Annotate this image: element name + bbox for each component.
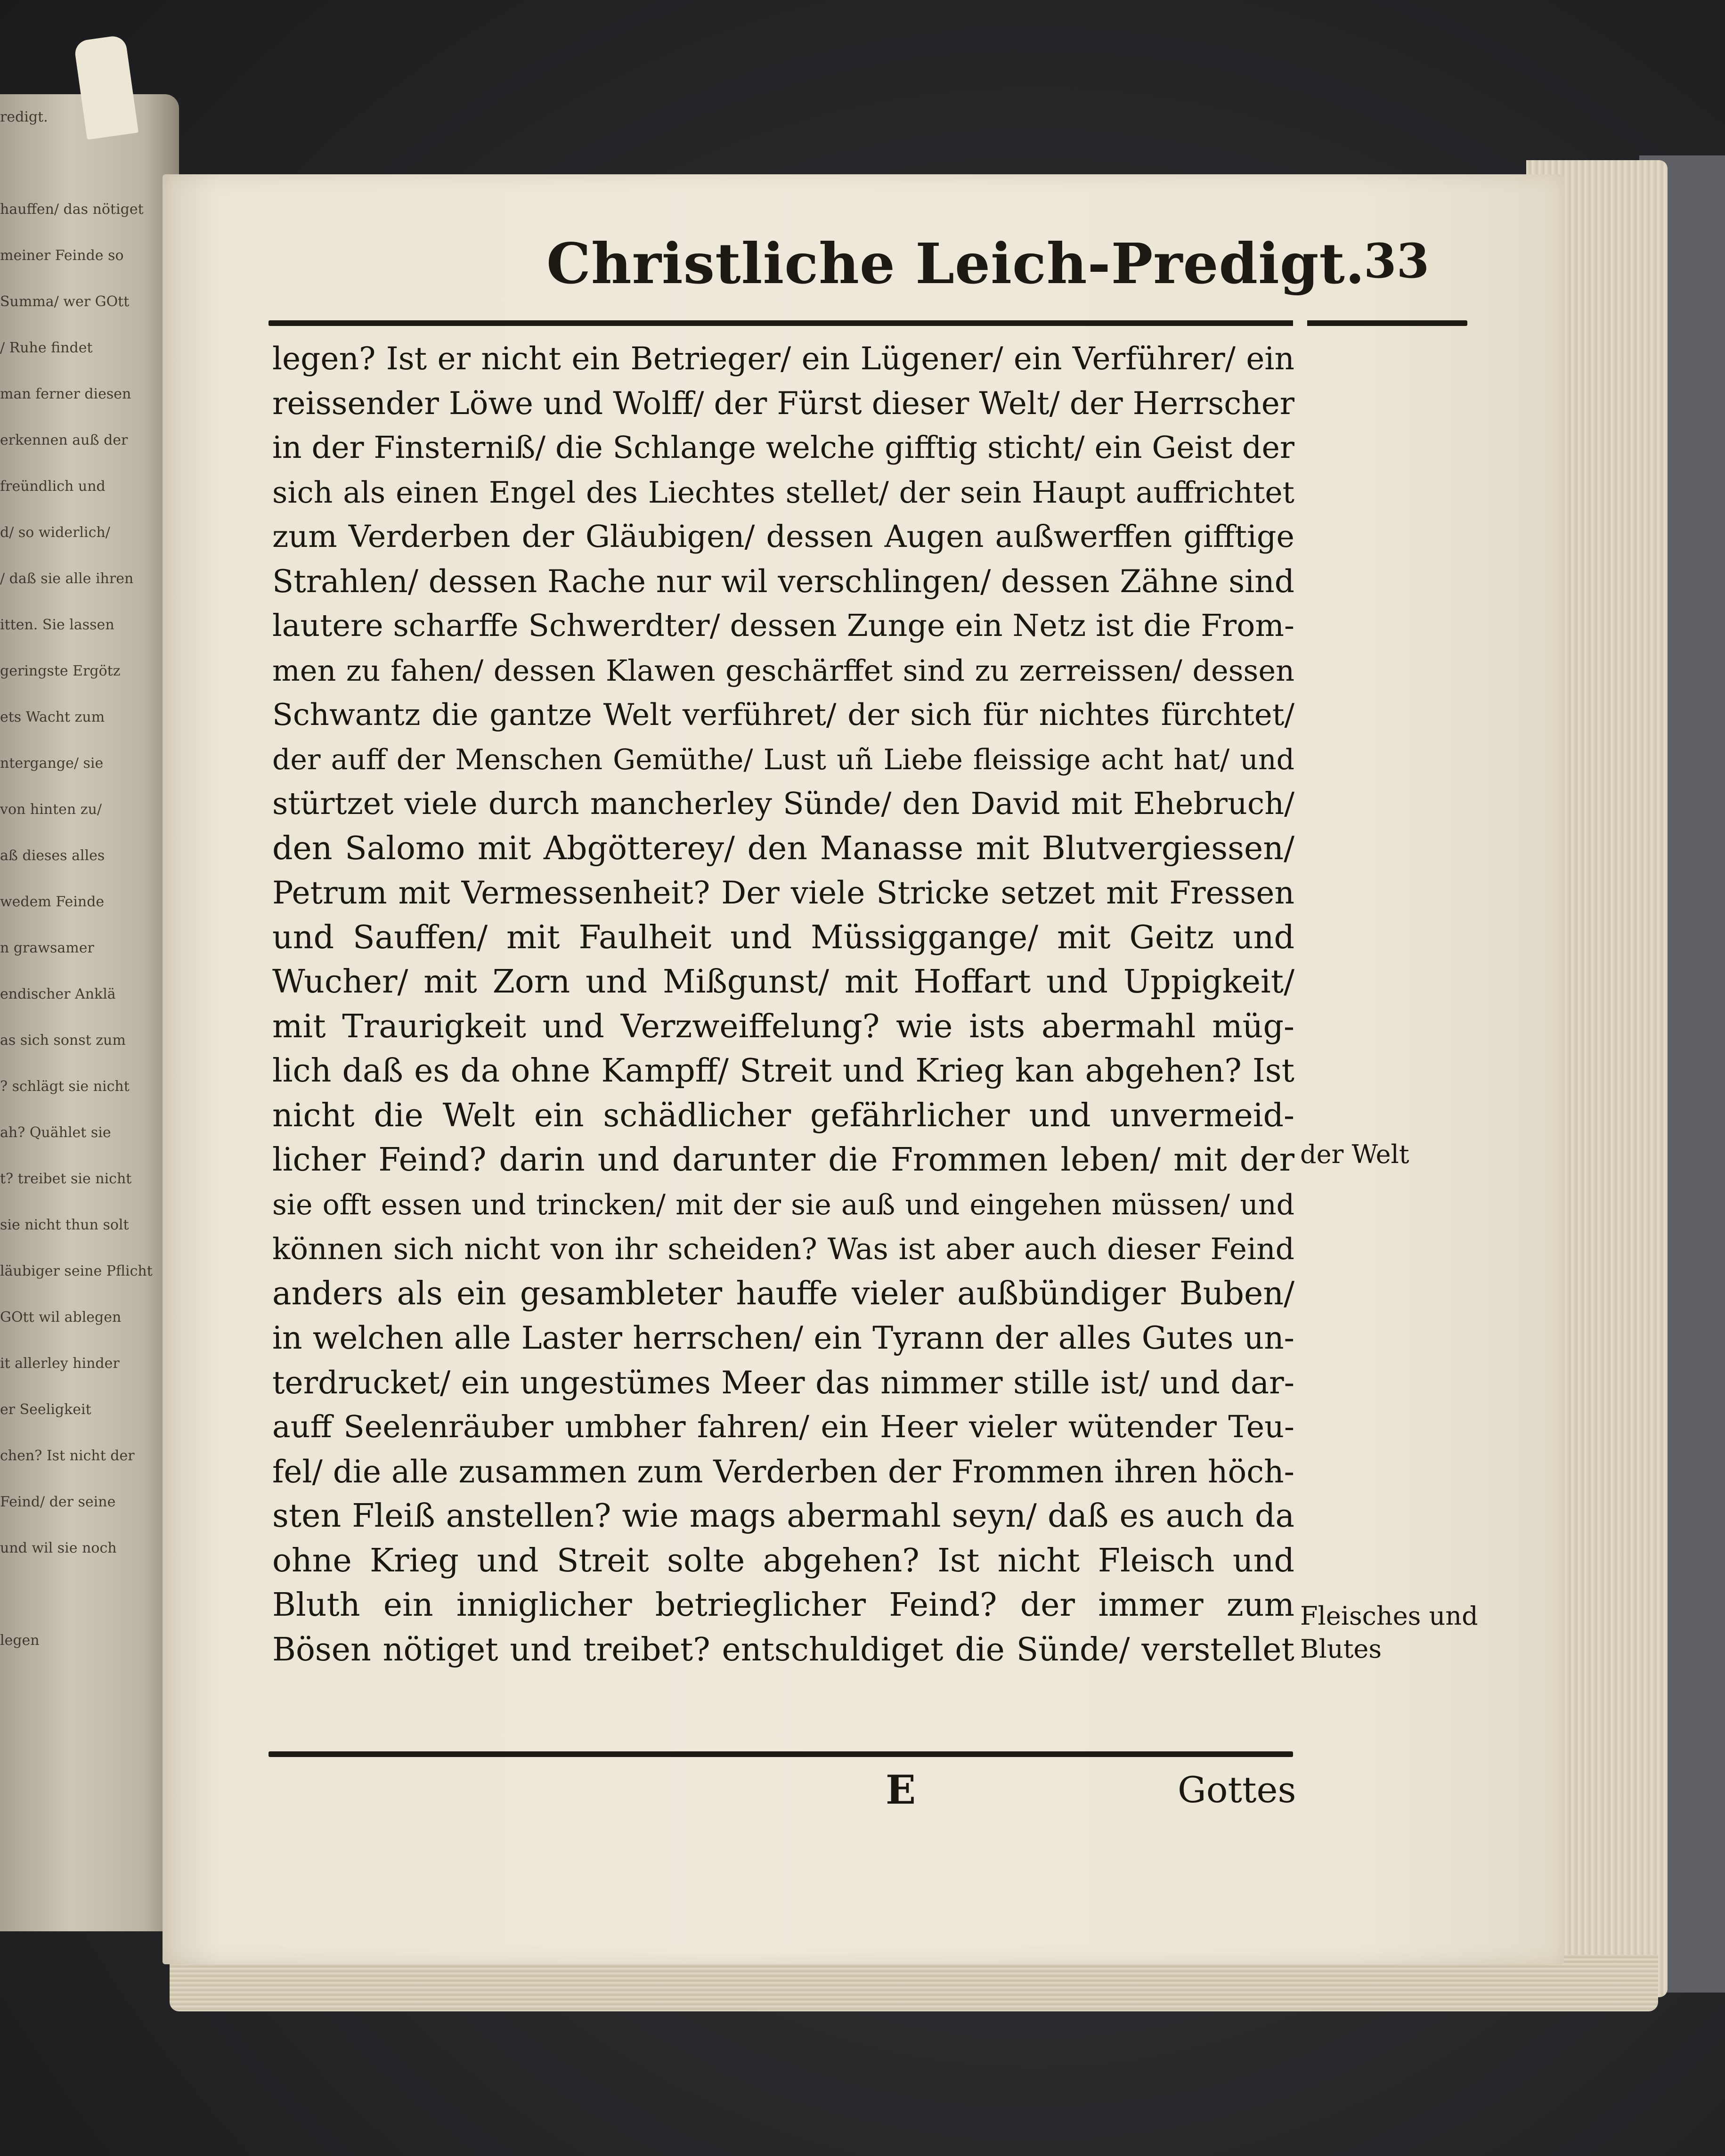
left-page-line: ? schlägt sie nicht [0, 1078, 130, 1095]
text-line: ohne Krieg und Streit solte abgehen? Ist nicht Fleisch und [272, 1542, 1294, 1579]
margin-note-blutes: Blutes [1300, 1634, 1382, 1664]
text-line: den Salomo mit Abgötterey/ den Manasse mit Blutvergiessen/ [272, 830, 1294, 867]
header-rule-gap [1293, 318, 1307, 329]
left-page-line: / Ruhe findet [0, 340, 93, 356]
text-line: zum Verderben der Gläubigen/ dessen Augen außwerffen gifftige [272, 519, 1294, 554]
body-text [272, 337, 1294, 1672]
left-page-line: Feind/ der seine [0, 1494, 116, 1510]
left-page-line: erkennen auß der [0, 432, 128, 448]
left-page-line: man ferner diesen [0, 386, 131, 402]
left-page-text [0, 94, 179, 1664]
text-line: sich als einen Engel des Liechtes stellet/ der sein Haupt auffrichtet [272, 475, 1294, 510]
left-page-line: as sich sonst zum [0, 1032, 126, 1049]
text-line: Bösen nötiget und treibet? entschuldiget die Sünde/ verstellet [272, 1631, 1294, 1668]
left-page-line: er Seeligkeit [0, 1401, 91, 1418]
left-page-line [0, 1571, 179, 1618]
text-line: fel/ die alle zusammen zum Verderben der Frommen ihren höch- [272, 1453, 1294, 1490]
text-line: der auff der Menschen Gemüthe/ Lust uñ Liebe fleissige acht hat/ und [272, 743, 1294, 776]
signature-mark: E [886, 1766, 916, 1813]
running-head: Christliche Leich-Predigt. [546, 231, 1365, 296]
text-line: in welchen alle Laster herrschen/ ein Tyrann der alles Gutes un- [272, 1320, 1294, 1356]
left-page-line: von hinten zu/ [0, 801, 102, 818]
left-page-line: itten. Sie lassen [0, 617, 114, 633]
text-line: reissender Löwe und Wolff/ der Fürst dieser Welt/ der Herrscher [272, 385, 1294, 422]
text-line: Schwantz die gantze Welt verführet/ der sich für nichtes fürchtet/ [272, 698, 1294, 732]
text-line: sie offt essen und trincken/ mit der sie auß und eingehen müssen/ und [272, 1188, 1294, 1221]
left-page-line: Summa/ wer GOtt [0, 293, 130, 310]
text-line: und Sauffen/ mit Faulheit und Müssiggange/ mit Geitz und [272, 919, 1294, 956]
text-line: können sich nicht von ihr scheiden? Was ist aber auch dieser Feind [272, 1232, 1294, 1266]
text-line: men zu fahen/ dessen Klawen geschärffet sind zu zerreissen/ dessen [272, 653, 1294, 688]
left-page-line: n grawsamer [0, 940, 94, 956]
left-page-line: GOtt wil ablegen [0, 1309, 122, 1326]
catchword: Gottes [1178, 1769, 1296, 1811]
text-line: Strahlen/ dessen Rache nur wil verschlingen/ dessen Zähne sind [272, 563, 1294, 600]
left-page-line: wedem Feinde [0, 894, 105, 910]
left-page-line: und wil sie noch [0, 1540, 117, 1556]
header-rule [269, 320, 1467, 326]
text-line: Petrum mit Vermessenheit? Der viele Stricke setzet mit Fressen [272, 875, 1294, 911]
text-line: lich daß es da ohne Kampff/ Streit und Krieg kan abgehen? Ist [272, 1052, 1294, 1090]
text-line: anders als ein gesambleter hauffe vieler außbündiger Buben/ [272, 1275, 1294, 1312]
left-page-line: meiner Feinde so [0, 247, 124, 264]
text-line: Wucher/ mit Zorn und Mißgunst/ mit Hoffart und Uppigkeit/ [272, 963, 1294, 1001]
left-page-line [0, 140, 179, 187]
text-line: terdrucket/ ein ungestümes Meer das nimmer stille ist/ und dar- [272, 1364, 1294, 1401]
text-line: sten Fleiß anstellen? wie mags abermahl seyn/ daß es auch da [272, 1497, 1294, 1535]
text-line: Bluth ein inniglicher betrieglicher Feind? der immer zum [272, 1586, 1294, 1624]
margin-note-welt: der Welt [1300, 1139, 1409, 1169]
text-line: licher Feind? darin und darunter die Frommen leben/ mit der [272, 1141, 1294, 1179]
left-page-line: ets Wacht zum [0, 709, 105, 725]
left-page-line: t? treibet sie nicht [0, 1171, 132, 1187]
text-line: mit Traurigkeit und Verzweiffelung? wie ists abermahl müg- [272, 1008, 1294, 1045]
text-line: auff Seelenräuber umbher fahren/ ein Heer vieler wütender Teu- [272, 1409, 1294, 1445]
footer-rule [269, 1751, 1293, 1757]
left-page-line: it allerley hinder [0, 1355, 120, 1372]
left-page-line: hauffen/ das nötiget [0, 201, 144, 218]
left-page-line: redigt. [0, 109, 48, 125]
text-line: nicht die Welt ein schädlicher gefährlicher und unvermeid- [272, 1097, 1294, 1134]
text-line: stürtzet viele durch mancherley Sünde/ den David mit Ehebruch/ [272, 786, 1294, 822]
left-page-line: endischer Anklä [0, 986, 116, 1002]
left-page-line: aß dieses alles [0, 847, 105, 864]
text-line: lautere scharffe Schwerdter/ dessen Zunge ein Netz ist die From- [272, 608, 1294, 643]
left-page-line: freündlich und [0, 478, 106, 495]
left-page-line: legen [0, 1632, 40, 1649]
text-line: in der Finsterniß/ die Schlange welche gifftig sticht/ ein Geist der [272, 430, 1294, 465]
left-page-line: ntergange/ sie [0, 755, 104, 772]
left-page-line: / daß sie alle ihren [0, 570, 134, 587]
left-page-line: läubiger seine Pflicht [0, 1263, 153, 1279]
page-number: 33 [1364, 233, 1430, 289]
left-page-line: sie nicht thun solt [0, 1217, 129, 1233]
left-page-line: ah? Quählet sie [0, 1124, 111, 1141]
text-line: legen? Ist er nicht ein Betrieger/ ein Lügener/ ein Verführer/ ein [272, 341, 1294, 377]
margin-note-fleisches: Fleisches und [1300, 1601, 1478, 1631]
left-facing-page [0, 94, 179, 1931]
left-page-line: chen? Ist nicht der [0, 1448, 135, 1464]
left-page-line: geringste Ergötz [0, 663, 121, 679]
left-page-line: d/ so widerlich/ [0, 524, 110, 541]
